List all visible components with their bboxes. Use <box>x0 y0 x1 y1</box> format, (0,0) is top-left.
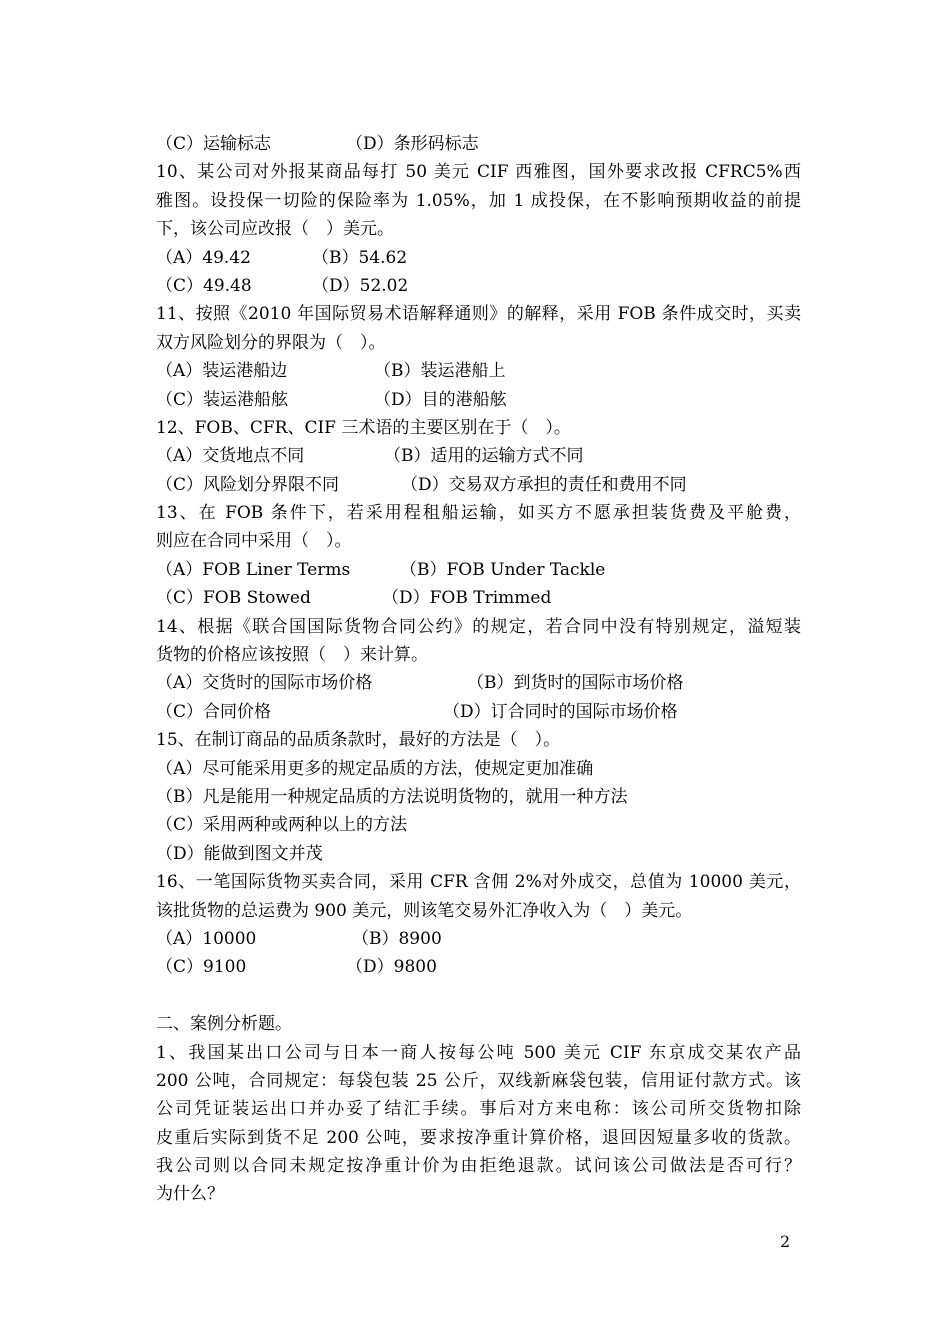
option-b: （B）到货时的国际市场价格 <box>467 673 684 694</box>
option-c: （C）9100 <box>156 957 247 978</box>
option-b: （B）FOB Under Tackle <box>400 559 606 580</box>
option-d: （D）能做到图文并茂 <box>156 843 323 864</box>
option-a: （A）交货地点不同 <box>156 446 305 467</box>
option-a: （A）尽可能采用更多的规定品质的方法，使规定更加准确 <box>156 758 594 779</box>
option-a: （A）交货时的国际市场价格 <box>156 673 373 694</box>
option-b: （B）54.62 <box>312 247 408 268</box>
question-10-line: 下，该公司应改报（ ）美元。 <box>156 219 394 240</box>
option-row <box>156 442 801 470</box>
option-c: （C）49.48 <box>156 275 252 296</box>
question-10-line: 雅图。设投保一切险的保险率为 1.05%，加 1 成投保，在不影响预期收益的前提 <box>156 190 801 211</box>
option-a: （A）10000 <box>156 928 257 949</box>
option-d: （D）条形码标志 <box>346 134 479 154</box>
option-c: （C）采用两种或两种以上的方法 <box>156 815 408 836</box>
case-1-line: 为什么？ <box>156 1184 224 1205</box>
case-1-line: 公司凭证装运出口并办妥了结汇手续。事后对方来电称：该公司所交货物扣除 <box>156 1099 801 1120</box>
option-c: （C）风险划分界限不同 <box>156 474 340 495</box>
option-b: （B）8900 <box>352 928 442 949</box>
option-b: （B）凡是能用一种规定品质的方法说明货物的，就用一种方法 <box>156 786 628 807</box>
option-row <box>156 386 801 414</box>
question-16-line: 16、一笔国际货物买卖合同，采用 CFR 含佣 2%对外成交，总值为 10000 美元， <box>156 872 801 893</box>
option-c: （C）合同价格 <box>156 701 272 722</box>
option-row <box>156 925 801 953</box>
question-11-line: 双方风险划分的界限为（ ）。 <box>156 332 386 353</box>
question-16-line: 该批货物的总运费为 900 美元，则该笔交易外汇净收入为（ ）美元。 <box>156 900 693 921</box>
option-row <box>156 357 801 385</box>
question-14-line: 14、根据《联合国国际货物合同公约》的规定，若合同中没有特别规定，溢短装 <box>156 616 801 637</box>
case-1-line: 200 公吨，合同规定：每袋包装 25 公斤，双线新麻袋包装，信用证付款方式。该 <box>156 1070 801 1091</box>
case-1-line: 我公司则以合同未规定按净重计价为由拒绝退款。试问该公司做法是否可行？ <box>156 1156 801 1177</box>
option-a: （A）装运港船边 <box>156 361 288 382</box>
option-a: （A）49.42 <box>156 247 251 268</box>
option-a: （A）FOB Liner Terms <box>156 559 351 580</box>
option-c: （C）运输标志 <box>156 134 272 154</box>
case-1-line: 1、我国某出口公司与日本一商人按每公吨 500 美元 CIF 东京成交某农产品 <box>156 1042 801 1063</box>
question-15-line: 15、在制订商品的品质条款时，最好的方法是（ ）。 <box>156 730 561 751</box>
option-d: （D）FOB Trimmed <box>382 588 552 609</box>
option-row <box>156 130 801 158</box>
blank-line <box>156 982 801 1010</box>
option-d: （D）目的港船舷 <box>374 389 507 410</box>
option-b: （B）适用的运输方式不同 <box>384 446 584 467</box>
option-d: （D）交易双方承担的责任和费用不同 <box>401 474 687 495</box>
question-12-line: 12、FOB、CFR、CIF 三术语的主要区别在于（ ）。 <box>156 417 571 438</box>
case-1-line: 皮重后实际到货不足 200 公吨，要求按净重计算价格，退回因短量多收的货款。 <box>156 1127 801 1148</box>
option-row <box>156 669 801 697</box>
question-11-line: 11、按照《2010 年国际贸易术语解释通则》的解释，采用 FOB 条件成交时，买卖 <box>156 304 801 325</box>
question-10-line: 10、某公司对外报某商品每打 50 美元 CIF 西雅图，国外要求改报 CFRC5%西 <box>156 162 801 183</box>
option-d: （D）9800 <box>346 957 437 978</box>
option-d: （D）订合同时的国际市场价格 <box>443 701 678 722</box>
question-14-line: 货物的价格应该按照（ ）来计算。 <box>156 645 428 666</box>
section-heading: 二、案例分析题。 <box>156 1014 292 1035</box>
option-row <box>156 272 801 300</box>
page-content <box>156 130 801 1209</box>
option-row <box>156 471 801 499</box>
question-13-line: 则应在合同中采用（ ）。 <box>156 531 352 552</box>
question-13-line: 13、在 FOB 条件下，若采用程租船运输，如买方不愿承担装货费及平舱费， <box>156 503 801 524</box>
option-row <box>156 556 801 584</box>
option-b: （B）装运港船上 <box>374 361 506 382</box>
option-row <box>156 953 801 981</box>
option-c: （C）装运港船舷 <box>156 389 289 410</box>
option-row <box>156 584 801 612</box>
option-c: （C）FOB Stowed <box>156 588 311 609</box>
page-number: 2 <box>780 1232 791 1251</box>
option-row <box>156 698 801 726</box>
option-row <box>156 244 801 272</box>
option-d: （D）52.02 <box>312 275 409 296</box>
